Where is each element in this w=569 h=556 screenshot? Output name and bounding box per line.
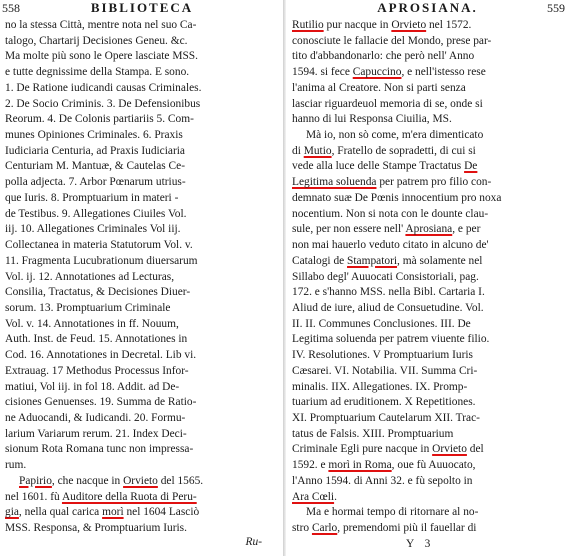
underlined-name: Papirio [19, 474, 52, 487]
text-line: Legitima soluenda per patrem viuente filio. [292, 333, 490, 346]
text-line: munes Opiniones Criminales. 6. Praxis [5, 129, 183, 142]
right-page-number: 559 [547, 1, 565, 15]
text-line: tuarium ad eruditionem. X Repetitiones. [292, 396, 476, 409]
text-line: que Iuris. 8. Promptuarium in materi - [5, 191, 179, 204]
text-line: non mai hauerlo veduto citato in alcuno de' [292, 239, 489, 252]
text-line: IV. Resolutiones. V Promptuarium Iuris [292, 349, 473, 362]
left-text-block [0, 18, 284, 537]
text-line: lasciar riguardeuol memoria di se, onde si [292, 97, 483, 110]
left-page-number: 558 [2, 1, 20, 15]
text-line: cisiones Genuenses. 19. Summa de Ratio- [5, 396, 197, 409]
underlined-title: Legitima soluenda [292, 176, 377, 189]
text-line: stro Carlo, premendomi più il fauellar di [292, 522, 477, 534]
right-text-block [286, 18, 569, 537]
underlined-place: Orvieto [123, 474, 158, 487]
text-line: Papirio, che nacque in Orvieto del 1565. [19, 474, 204, 487]
text-line: 11. Fragmenta Lucubrationum diuersarum [5, 254, 198, 267]
text-line: sorum. 13. Promptuarium Criminale [5, 301, 171, 314]
text-line: l'anima al Creatore. Non si parti senza [292, 81, 466, 94]
text-line: sule, per non essere nell' Aprosiana, e per [292, 223, 481, 236]
underlined-name: Carlo [311, 522, 338, 534]
text-line: nocentium. Non si nota con le dounte clau- [292, 207, 489, 220]
text-line: polla adjecta. 7. Arbor Pœnarum utrius- [5, 176, 186, 189]
text-line: Vol. ij. 12. Annotationes ad Lecturas, [5, 270, 175, 283]
text-line: hanno di lui Responsa Ciuilia, MS. [292, 113, 452, 126]
text-line: Collectanea in materia Statutorum Vol. v. [5, 239, 193, 252]
left-running-head: BIBLIOTECA [90, 0, 194, 15]
text-line: 1592. e morì in Roma, oue fù Auuocato, [292, 459, 476, 472]
text-line: de Testibus. 9. Allegationes Ciuiles Vol. [5, 207, 187, 220]
underlined-place: Orvieto [432, 443, 467, 456]
left-page [0, 0, 284, 556]
text-line: 1. De Ratione iudicandi causas Criminales. [5, 81, 202, 94]
text-line: Cæsarei. VI. Notabilia. VII. Summa Cri- [292, 364, 478, 377]
text-line: l'Anno 1594. di Anni 32. e fù sepolto in [292, 474, 473, 487]
text-line: rum. [5, 459, 27, 472]
text-line: conosciute le fallacie del Mondo, prese par- [292, 34, 492, 47]
text-line: e tutte degnissime della Stampa. E sono. [5, 66, 190, 79]
text-line: Extrauag. 17 Methodus Processus Infor- [5, 364, 189, 377]
underlined-office: gia [5, 506, 19, 519]
text-line: Cod. 16. Annotationes in Decretal. Lib vi. [5, 349, 197, 362]
underlined-name: Mutio [303, 144, 332, 157]
underlined-title: De [464, 160, 478, 173]
text-line: Rutilio pur nacque in Orvieto nel 1572. [292, 19, 472, 31]
underlined-term: morì [102, 506, 124, 519]
text-line: minalis. IIX. Allegationes. IX. Promp- [292, 380, 468, 393]
text-line: XI. Promptuarium Cautelarum XII. Trac- [292, 411, 480, 424]
text-line: Centuriam M. Mantuæ, & Cautelas Ce- [5, 160, 186, 173]
text-line: demnato suæ De Pœnis innocentium pro noxa [292, 191, 502, 204]
catchword: Ru- [245, 536, 262, 548]
text-line: Criminale Egli pure nacque in Orvieto del [292, 443, 484, 456]
text-line: Ma e hormai tempo di ritornare al no- [306, 506, 479, 519]
text-line: talogo, Chartarij Decisiones Geneu. &c. [5, 34, 188, 47]
text-line: gia, nella qual carica morì nel 1604 Lasciò [5, 506, 200, 519]
text-line: 1594. si fece Capuccino, e nell'istesso rese [292, 66, 486, 79]
text-line: Ara Cœli. [292, 490, 337, 503]
text-line: vede alla luce delle Stampe Tractatus De [292, 160, 478, 173]
text-line: tatus de Falsis. XIII. Promptuarium [292, 427, 454, 440]
underlined-place: Orvieto [391, 19, 427, 31]
underlined-name: Rutilio [292, 19, 324, 31]
underlined-term: Stampatori [347, 254, 398, 267]
text-line: Aliud de iure, aliud de Consuetudine. Vol. [292, 301, 484, 314]
text-line: Vol. v. 14. Annotationes in ff. Nouum, [5, 317, 179, 330]
underlined-place: Ara Cœli [292, 490, 335, 503]
text-line: matiui, Vol iij. in fol 18. Addit. ad De- [5, 380, 180, 393]
text-line: no la stessa Città, mentre nota nel suo Ca- [5, 19, 197, 31]
signature-mark: Y 3 [406, 538, 435, 550]
right-page [286, 0, 569, 556]
text-line: sionum Rota Romana tunc non impressa- [5, 443, 194, 456]
text-line: MSS. Responsa, & Promptuarium Iuris. [5, 522, 187, 534]
text-line: 2. De Socio Criminis. 3. De Defensionibus [5, 97, 201, 110]
underlined-term: Capuccino [352, 66, 402, 79]
left-page-header [0, 0, 284, 18]
text-line: tito d'abbandonarlo: che però nell' Anno [292, 50, 475, 63]
text-line: Sillabo degl' Auuocati Consistoriali, pag. [292, 270, 479, 283]
text-line: ne Aduocandi, & Iudicandi. 20. Formu- [5, 411, 186, 424]
text-line: Reorum. 4. De Colonis partiariis 5. Com- [5, 113, 194, 126]
text-line: Iudiciaria Centuria, ad Praxis Iudiciaria [5, 144, 185, 157]
text-line: iij. 10. Allegationes Criminales Vol iij. [5, 223, 181, 236]
text-line: Consilia, Tractatus, & Decisiones Diuer- [5, 286, 191, 299]
right-page-header [286, 0, 569, 18]
text-line: Catalogi de Stampatori, mà solamente nel [292, 254, 483, 267]
text-line: Auth. Inst. de Feud. 15. Annotationes in [5, 333, 188, 346]
right-running-head: APROSIANA. [377, 0, 478, 15]
text-line: II. II. Communes Conclusiones. III. De [292, 317, 471, 330]
text-line: Legitima soluenda per patrem pro filio con- [292, 176, 492, 189]
text-line: Mà io, non sò come, m'era dimenticato [306, 129, 484, 142]
text-line: 172. e s'hanno MSS. nella Bibl. Cartaria I. [292, 286, 485, 299]
text-line: di Mutio, Fratello de sopradetti, di cui si [292, 144, 476, 157]
underlined-place: morì in Roma [328, 459, 392, 472]
text-line: nel 1601. fù Auditore della Ruota di Peru- [5, 490, 197, 503]
underlined-office: Auditore della Ruota di Peru- [61, 490, 197, 503]
underlined-term: Aprosiana [405, 223, 453, 236]
text-line: Ma molte più sono le Opere lasciate MSS. [5, 50, 198, 63]
text-line: larium Variarum rerum. 21. Index Deci- [5, 427, 187, 440]
